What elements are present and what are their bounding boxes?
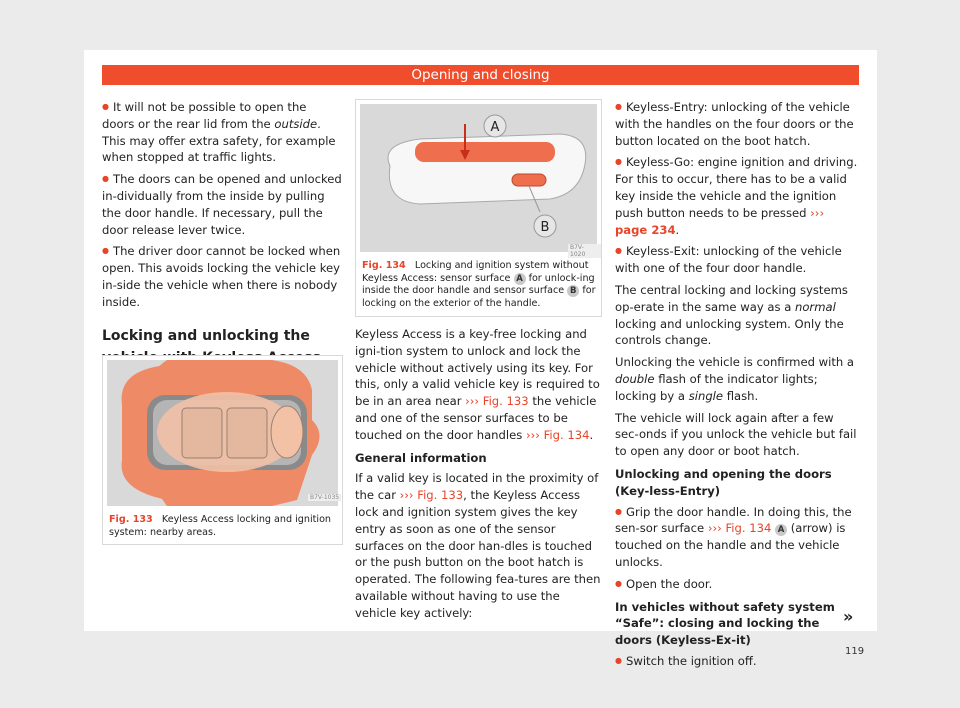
right-bullet-2: ● Keyless-Go: engine ignition and driving. For this to occur, there has to be a valid key inside the vehicle and the ignition push button needs to be pressed ››› page 234. xyxy=(615,154,860,238)
svg-text:B: B xyxy=(540,220,550,235)
car-top-view-image xyxy=(107,360,338,506)
right-bullet-5: ● Open the door. xyxy=(615,576,860,593)
left-column xyxy=(102,99,342,376)
subhead-general-information: General information xyxy=(355,450,487,465)
continue-marker: » xyxy=(843,607,854,626)
right-bullet-4: ● Grip the door handle. In doing this, the sen-sor surface ››› Fig. 134 A (arrow) is touched on the handle and the vehicle unlocks. xyxy=(615,504,860,571)
link-fig-133[interactable]: Fig. 133 xyxy=(482,394,529,409)
middle-paragraph-2: If a valid key is located in the proximity of the car ››› Fig. 133, the Keyless Access lock and ignition system gives the key entry as soon as one of the sensor surfaces on the door han-dles is touched or the push button on the boot hatch is operated. The following fea-tures are then available without having to use the vehicle key actively: xyxy=(355,471,601,620)
figure-134-caption: Fig. 134 Locking and ignition system without Keyless Access: sensor surface A for unlock-ing inside the door handle and sensor surface B for locking on the exterior of the handle. xyxy=(362,260,596,309)
svg-text:A: A xyxy=(490,120,500,135)
marker-b: B xyxy=(567,285,579,297)
left-bullet-2: ● The doors can be opened and unlocked in-dividually from the inside by pulling the door handle. If necessary, pull the door release lever twice. xyxy=(102,171,342,238)
left-bullet-1: ● It will not be possible to open the doors or the rear lid from the outside. This may offer extra safety, for example when stopped at traffic lights. xyxy=(102,99,342,166)
door-handle-image xyxy=(360,104,597,252)
marker-a-inline: A xyxy=(775,524,787,536)
middle-column xyxy=(355,326,601,627)
figure-133-code: B7V-1035 xyxy=(310,494,340,501)
left-bullet-3: ● The driver door cannot be locked when open. This avoids locking the vehicle key in-side the vehicle when there is nobody inside. xyxy=(102,243,342,310)
link-fig-134[interactable]: Fig. 134 xyxy=(543,427,590,442)
marker-a: A xyxy=(514,273,526,285)
right-bullet-1: ● Keyless-Entry: unlocking of the vehicle with the handles on the four doors or the button located on the boot hatch. xyxy=(615,99,860,149)
link-fig-133-b[interactable]: Fig. 133 xyxy=(417,488,464,503)
right-paragraph-2: Unlocking the vehicle is confirmed with a double flash of the indicator lights; locking by a single flash. xyxy=(615,355,855,403)
right-paragraph-1: The central locking and locking systems op-erate in the same way as a normal locking and unlocking system. Only the controls change. xyxy=(615,282,848,348)
figure-133-caption: Fig. 133 Keyless Access locking and ignition system: nearby areas. xyxy=(109,514,332,538)
figure-134-code: B7V-1020 xyxy=(568,244,601,258)
figure-134 xyxy=(355,99,602,317)
link-page-234[interactable]: page 234 xyxy=(615,222,676,237)
link-fig-134-b[interactable]: Fig. 134 xyxy=(725,521,772,536)
subhead-keyless-exit: In vehicles without safety system “Safe”: closing and locking the doors (Keyless-Ex-it) xyxy=(615,599,835,648)
page-header: Opening and closing xyxy=(102,65,859,85)
right-bullet-6: ● Switch the ignition off. xyxy=(615,653,860,670)
figure-133 xyxy=(102,355,343,545)
right-column xyxy=(615,99,860,675)
subhead-keyless-entry: Unlocking and opening the doors (Key-less-Entry) xyxy=(615,466,832,498)
right-bullet-3: ● Keyless-Exit: unlocking of the vehicle with one of the four door handle. xyxy=(615,243,860,277)
page-number: 119 xyxy=(845,646,865,657)
middle-paragraph-1: Keyless Access is a key-free locking and igni-tion system to unlock and lock the vehicle without actively using its key. For this, only a valid vehicle key is required to be in an area near ››› Fig. 133 the vehicle and one of the sensor surfaces to be touched on the door handles ››› Fig. 134. xyxy=(355,327,600,442)
section-heading: Locking and unlocking the xyxy=(102,325,342,376)
right-paragraph-3: The vehicle will lock again after a few sec-onds if you unlock the vehicle but fail to open any door or boot hatch. xyxy=(615,410,857,459)
